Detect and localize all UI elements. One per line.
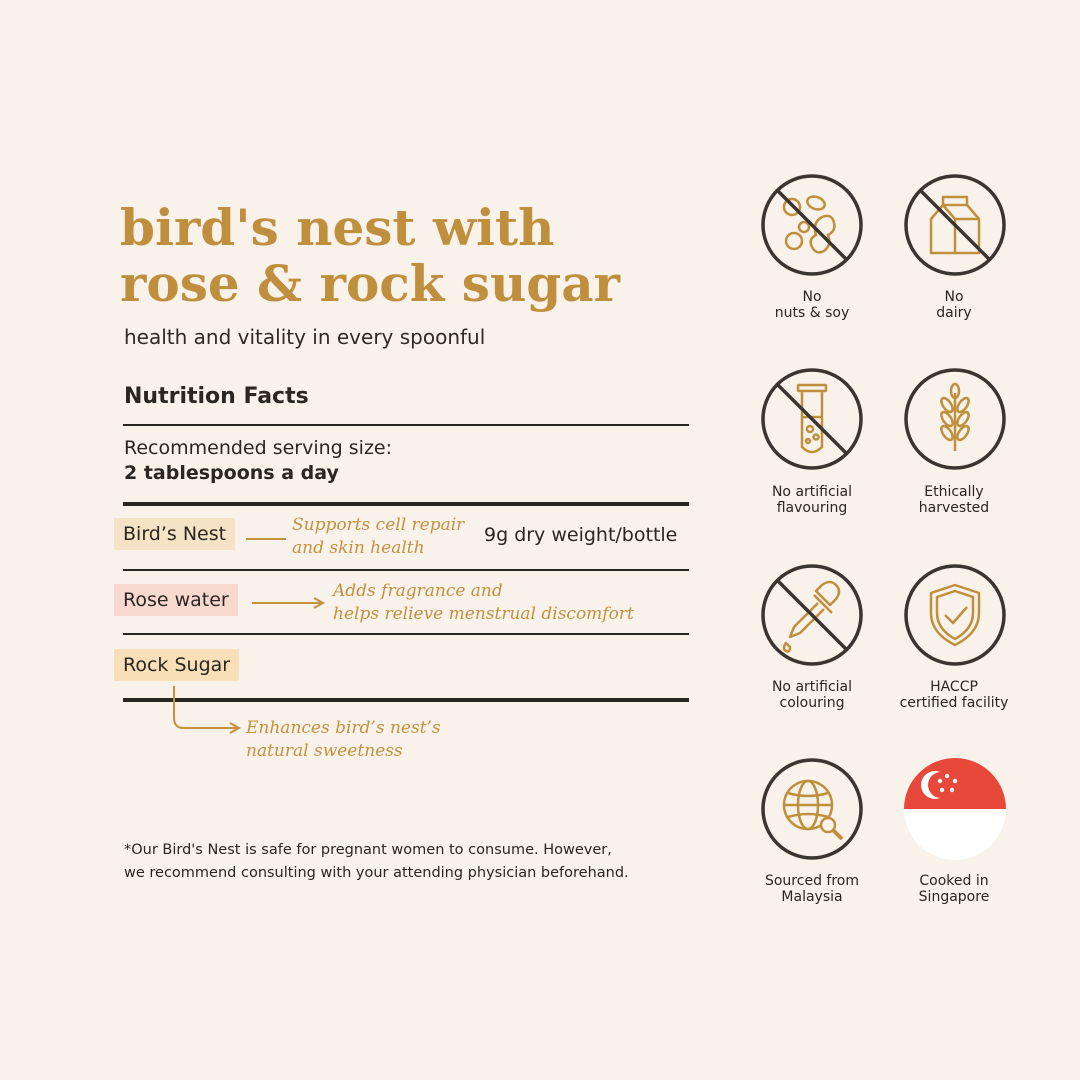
badge-label-line: No [944, 289, 964, 305]
badge-label-sourced-malaysia [737, 873, 887, 905]
ingredient-rose-water: Rose water [114, 584, 238, 616]
singapore-flag-icon [903, 757, 1007, 861]
badge-label-line: Sourced from [764, 873, 859, 889]
product-subtitle: health and vitality in every spoonful [124, 325, 486, 349]
divider-thick [123, 502, 689, 506]
badge-label-line: colouring [779, 695, 845, 711]
rose-water-note-line-1: Adds fragrance and [333, 581, 503, 601]
badge-label-no-dairy [879, 289, 1029, 321]
badge-label-line: nuts & soy [774, 305, 850, 321]
rock-sugar-note-line-1: Enhances bird’s nest’s [246, 718, 441, 738]
serving-size-label: Recommended serving size: [124, 437, 393, 459]
ingredient-rock-sugar: Rock Sugar [114, 649, 239, 681]
title-line-2: rose & rock sugar [120, 254, 620, 313]
ingredient-birds-nest: Bird’s Nest [114, 518, 235, 550]
badge-label-line: Malaysia [781, 889, 843, 905]
rose-water-note-line-2: helps relieve menstrual discomfort [333, 604, 634, 624]
badge-label-no-nuts-soy [737, 289, 887, 321]
connector-line [244, 536, 288, 542]
product-title [120, 200, 640, 312]
birds-nest-note-line-2: and skin health [292, 538, 425, 558]
badge-label-ethically-harvested [879, 484, 1029, 516]
serving-size-value: 2 tablespoons a day [124, 462, 339, 484]
no-artificial-flavouring-icon [760, 367, 864, 471]
badge-label-line: harvested [918, 500, 990, 516]
badge-label-line: certified facility [899, 695, 1009, 711]
nutrition-facts-heading: Nutrition Facts [124, 384, 309, 409]
badge-label-line: HACCP [930, 679, 978, 695]
footnote-line-1: *Our Bird's Nest is safe for pregnant women to consume. However, [124, 842, 612, 858]
badge-label-line: Singapore [918, 889, 990, 905]
rock-sugar-note-line-2: natural sweetness [246, 741, 403, 761]
footnote [124, 839, 684, 885]
no-dairy-icon [903, 173, 1007, 277]
divider [123, 569, 689, 571]
shield-check-icon [903, 563, 1007, 667]
rock-sugar-note [246, 717, 441, 763]
badge-label-line: No artificial [771, 484, 853, 500]
globe-search-icon [760, 757, 864, 861]
divider [123, 633, 689, 635]
badge-label-line: No [802, 289, 822, 305]
rose-water-note [333, 580, 634, 626]
divider [123, 424, 689, 426]
badge-label-haccp [879, 679, 1029, 711]
arrow-bent-icon [166, 684, 244, 738]
wheat-icon [903, 367, 1007, 471]
birds-nest-amount: 9g dry weight/bottle [484, 524, 678, 546]
badge-label-line: No artificial [771, 679, 853, 695]
badge-label-line: Cooked in [919, 873, 989, 889]
badge-label-line: Ethically [924, 484, 984, 500]
no-artificial-colouring-icon [760, 563, 864, 667]
birds-nest-note-line-1: Supports cell repair [292, 515, 465, 535]
footnote-line-2: we recommend consulting with your attending physician beforehand. [124, 865, 629, 881]
badge-label-line: flavouring [776, 500, 848, 516]
arrow-right-icon [250, 596, 326, 610]
badge-label-no-artificial-colouring [737, 679, 887, 711]
title-line-1: bird's nest with [120, 198, 555, 257]
badge-label-cooked-singapore [879, 873, 1029, 905]
badge-label-no-artificial-flavouring [737, 484, 887, 516]
birds-nest-note [292, 514, 464, 560]
badge-label-line: dairy [936, 305, 972, 321]
no-nuts-soy-icon [760, 173, 864, 277]
